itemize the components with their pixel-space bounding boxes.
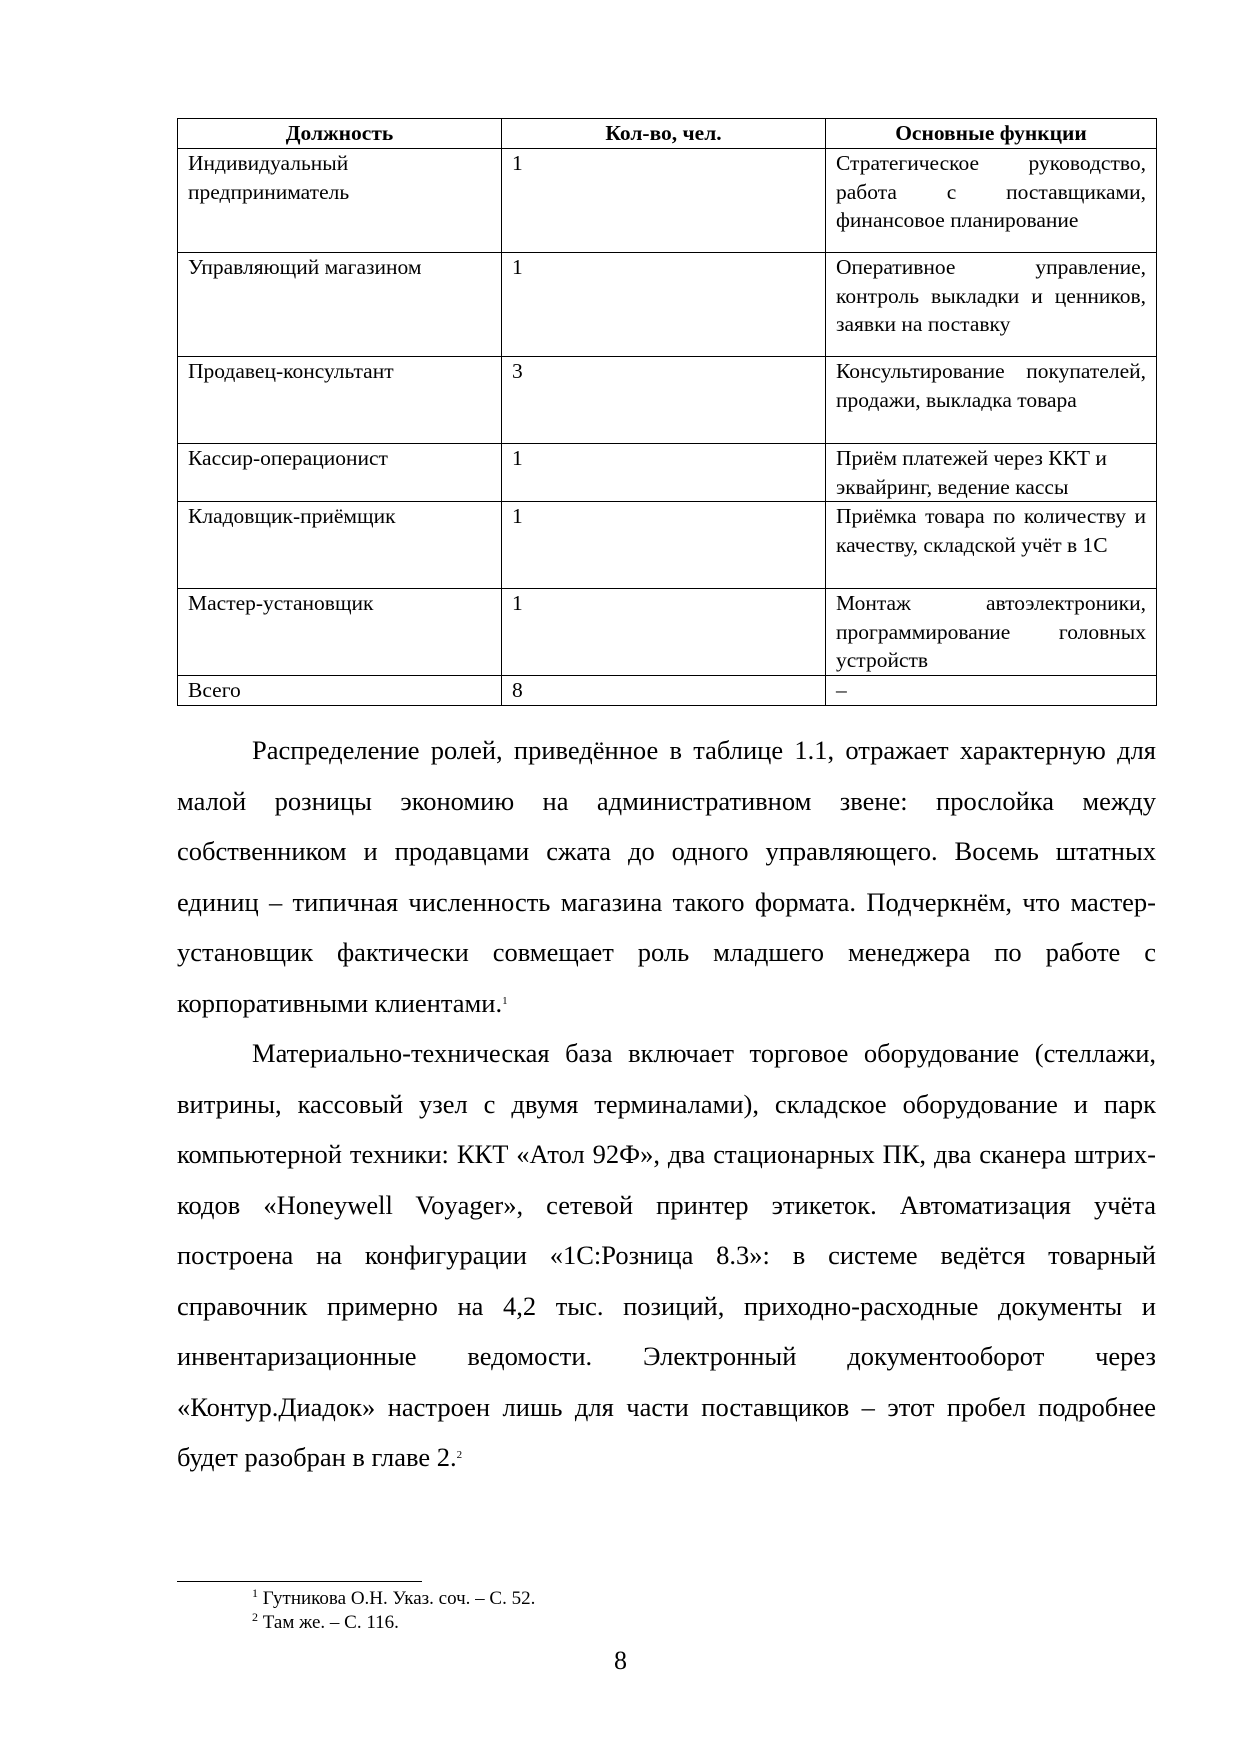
body-paragraph-1 (177, 725, 1156, 1028)
table-row (178, 357, 1157, 444)
paragraph-text: Материально-техническая база включает торговое оборудование (стеллажи, витрины, кассовый узел с двумя терминалами), складское оборудование и парк компьютерной техники: ККТ «Атол 92Ф», два стационарных ПК, два сканера штрих-кодов «Honeywell Voyager», сетевой принтер этикеток. Автоматизация учёта построена на конфигурации «1С:Розница 8.3»: в системе ведётся товарный справочник примерно на 4,2 тыс. позиций, приходно-расходные документы и инвентаризационные ведомости. Электронный документооборот через «Контур.Диадок» настроен лишь для части поставщиков – этот пробел подробнее будет разобран в главе 2. (177, 1038, 1156, 1472)
footnote-2 (252, 1611, 399, 1635)
cell-count: 1 (502, 444, 826, 502)
cell-position: Управляющий магазином (178, 253, 502, 357)
cell-count: 3 (502, 357, 826, 444)
cell-position: Кассир-операционист (178, 444, 502, 502)
body-paragraph-2 (177, 1028, 1156, 1483)
paragraph-text: Распределение ролей, приведённое в таблице 1.1, отражает характерную для малой розницы экономию на административном звене: прослойка между собственником и продавцами сжата до одного управляющего. Восемь штатных единиц – типичная численность магазина такого формата. Подчеркнём, что мастер-установщик фактически совмещает роль младшего менеджера по работе с корпоративными клиентами. (177, 735, 1156, 1018)
cell-functions: Монтаж автоэлектроники, программирование головных устройств (826, 589, 1157, 676)
footnote-number: 1 (252, 1586, 258, 1600)
cell-functions: Приём платежей через ККТ и эквайринг, ведение кассы (826, 444, 1157, 502)
cell-position: Всего (178, 676, 502, 706)
footnote-ref-2[interactable]: 2 (456, 1449, 463, 1461)
table-header-row (178, 119, 1157, 149)
table-row (178, 589, 1157, 676)
footnote-text: Гутникова О.Н. Указ. соч. – С. 52. (262, 1588, 536, 1609)
cell-functions: – (826, 676, 1157, 706)
footnote-1 (252, 1587, 535, 1611)
table-row (178, 444, 1157, 502)
cell-count: 8 (502, 676, 826, 706)
cell-count: 1 (502, 589, 826, 676)
page-number: 8 (614, 1646, 627, 1675)
cell-functions: Оперативное управление, контроль выкладки и ценников, заявки на поставку (826, 253, 1157, 357)
cell-functions: Консультирование покупателей, продажи, выкладка товара (826, 357, 1157, 444)
footnote-ref-1[interactable]: 1 (502, 994, 508, 1007)
cell-position: Кладовщик-приёмщик (178, 502, 502, 589)
table-row (178, 502, 1157, 589)
cell-count: 1 (502, 502, 826, 589)
cell-functions: Стратегическое руководство, работа с поставщиками, финансовое планирование (826, 149, 1157, 253)
header-functions: Основные функции (826, 119, 1157, 149)
cell-functions: Приёмка товара по количеству и качеству, складской учёт в 1С (826, 502, 1157, 589)
table-row (178, 253, 1157, 357)
footnote-number: 2 (252, 1610, 258, 1624)
cell-position: Мастер-установщик (178, 589, 502, 676)
table-total-row (178, 676, 1157, 706)
header-count: Кол-во, чел. (502, 119, 826, 149)
header-position: Должность (178, 119, 502, 149)
cell-count: 1 (502, 149, 826, 253)
footnote-separator (177, 1581, 422, 1582)
cell-count: 1 (502, 253, 826, 357)
cell-position: Продавец-консультант (178, 357, 502, 444)
table-row (178, 149, 1157, 253)
staff-table (177, 118, 1157, 706)
footnote-text: Там же. – С. 116. (262, 1612, 399, 1633)
cell-position: Индивидуальный предприниматель (178, 149, 502, 253)
